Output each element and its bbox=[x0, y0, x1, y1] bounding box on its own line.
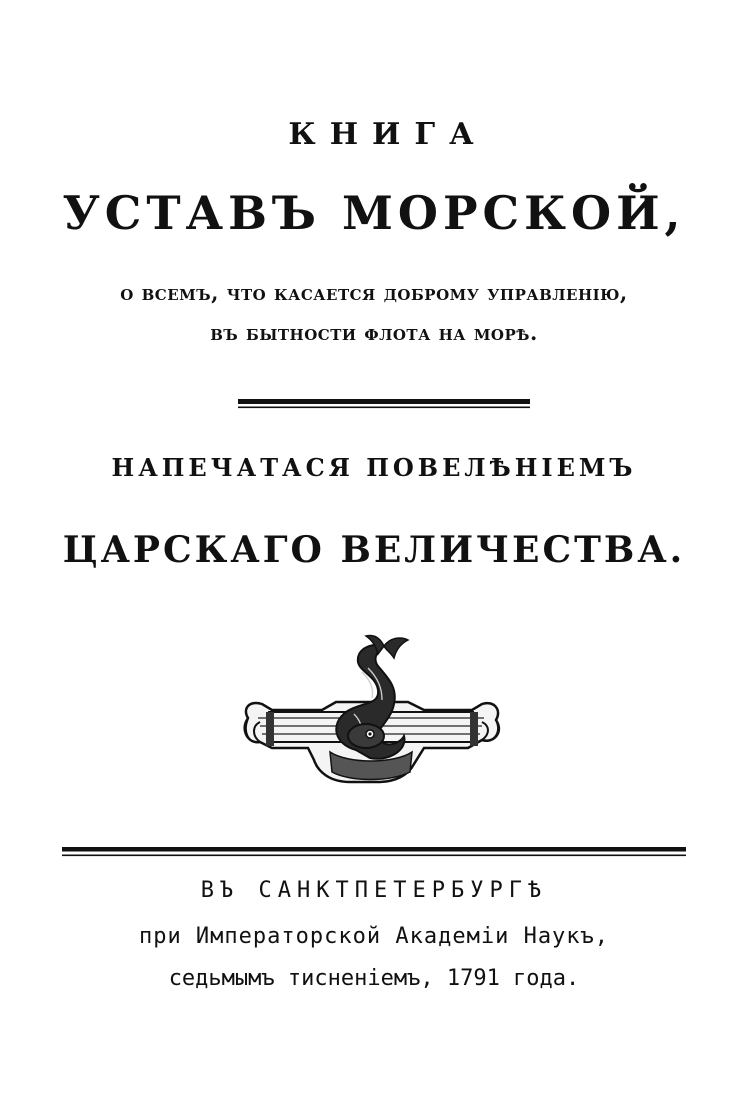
bottom-double-rule bbox=[62, 846, 686, 858]
subtitle-line-2: въ бытности флота на морѣ. bbox=[210, 320, 538, 345]
publication-academy: при Императорской Академіи Наукъ, bbox=[138, 924, 610, 949]
book-title-kniga: КНИГА bbox=[288, 117, 488, 152]
subtitle-line-1: о всемъ, что касается доброму управленію, bbox=[120, 280, 628, 305]
top-double-rule bbox=[238, 398, 530, 410]
book-title-main: УСТАВЪ МОРСКОЙ, bbox=[62, 186, 686, 240]
imprint-line-1: НАПЕЧАТАСЯ ПОВЕЛѢНІЕМЪ bbox=[111, 453, 637, 482]
publication-city: ВЪ САНКТПЕТЕРБУРГѢ bbox=[200, 878, 548, 903]
publication-edition: седьмымъ тисненіемъ, 1791 года. bbox=[168, 966, 580, 991]
imprint-line-2: ЦАРСКАГО ВЕЛИЧЕСТВА. bbox=[62, 529, 686, 571]
dolphin-vignette-ornament bbox=[238, 632, 504, 802]
